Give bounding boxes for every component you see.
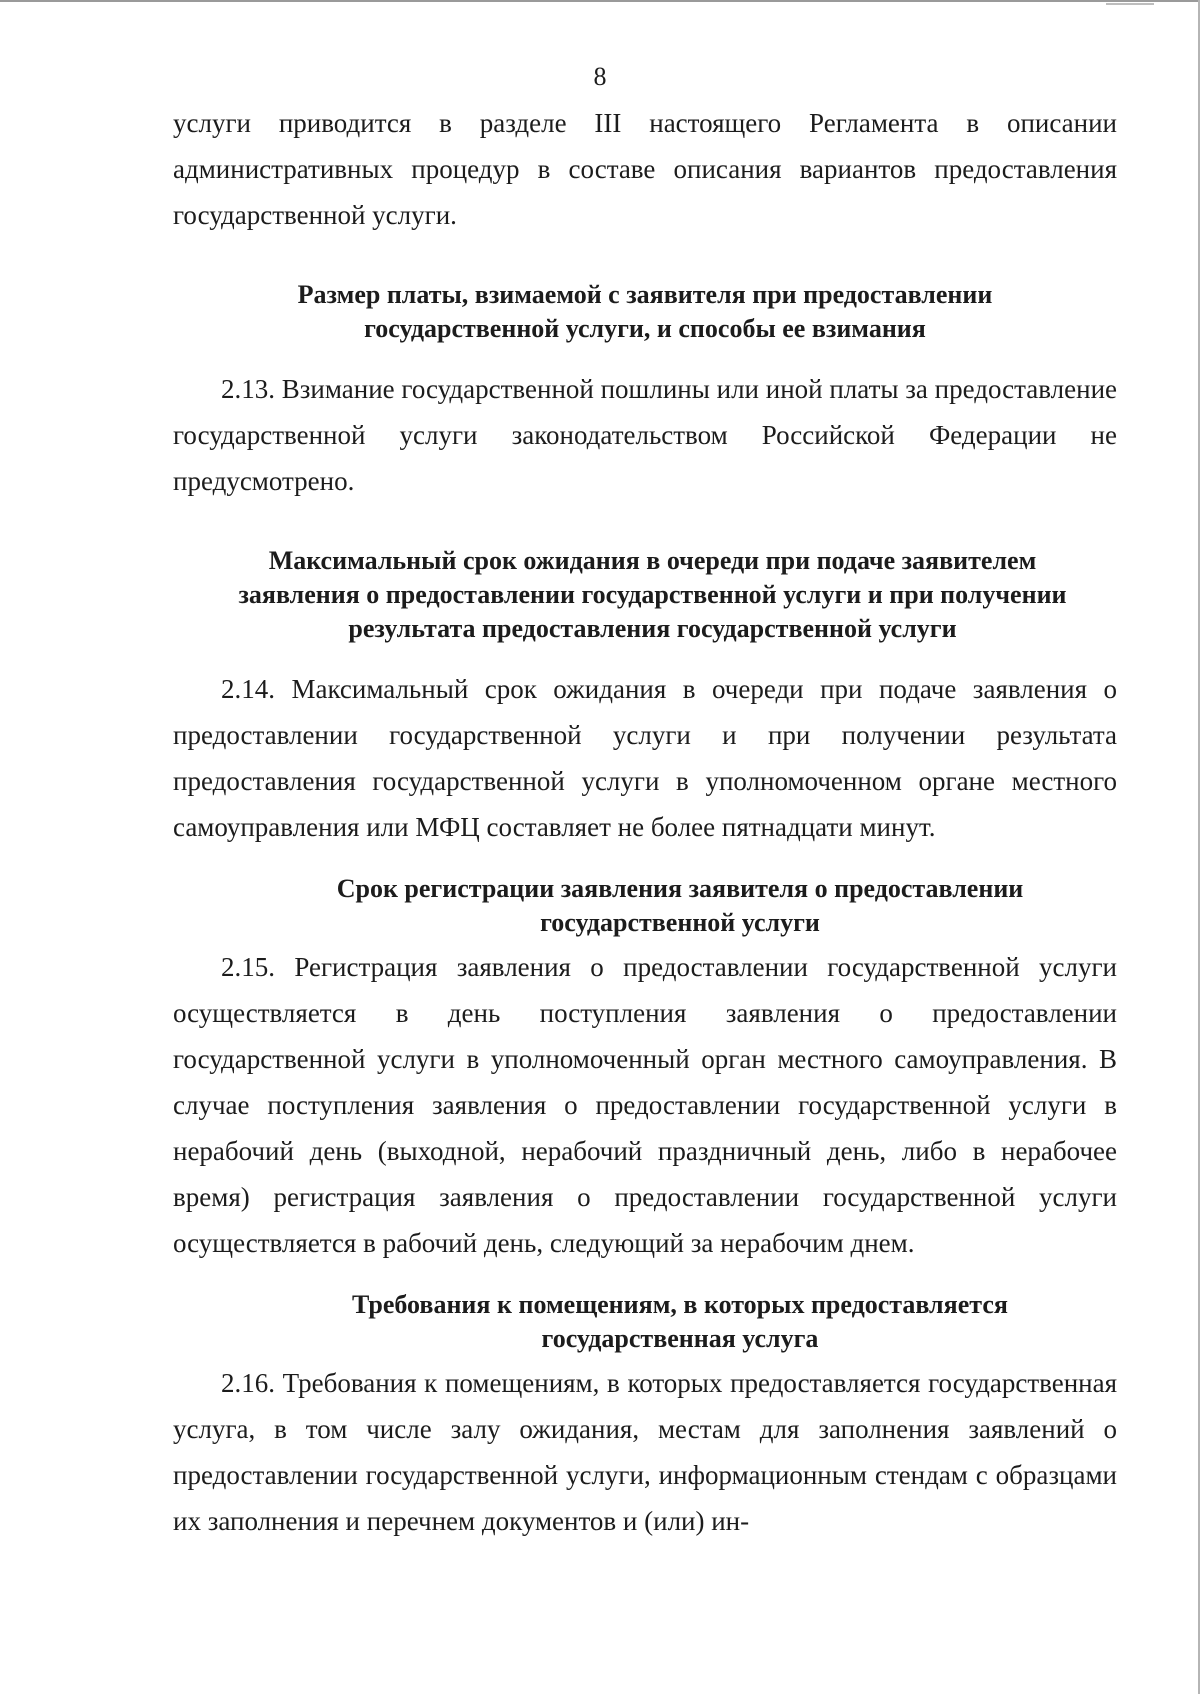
- heading-line: заявления о предоставлении государственной услуги и при получении: [238, 580, 1067, 609]
- scan-edge-top: [0, 0, 1200, 2]
- document-body: [173, 100, 1117, 1544]
- heading-line: Срок регистрации заявления заявителя о предоставлении: [336, 874, 1024, 903]
- heading-line: результата предоставления государственной услуги: [348, 614, 957, 643]
- section-heading-waiting-time: [188, 544, 1117, 646]
- heading-line: Максимальный срок ожидания в очереди при подаче заявителем: [268, 546, 1037, 575]
- heading-line: государственной услуги: [540, 908, 820, 937]
- heading-line: Требования к помещениям, в которых предоставляется: [352, 1290, 1008, 1319]
- heading-line: Размер платы, взимаемой с заявителя при предоставлении: [297, 280, 993, 309]
- heading-line: государственной услуги, и способы ее взимания: [364, 314, 926, 343]
- section-heading-fee: [173, 278, 1117, 346]
- paragraph-2-16: 2.16. Требования к помещениям, в которых предоставляется государственная услуга, в том числе залу ожидания, местам для заполнения заявлений о предоставлении государственной услуги, информационным стендам с образцами их заполнения и перечнем документов и (или) ин-: [173, 1368, 1117, 1536]
- paragraph-2-13: 2.13. Взимание государственной пошлины или иной платы за предоставление государственной услуги законодательством Российской Федерации не предусмотрено.: [173, 374, 1117, 496]
- section-heading-premises: [243, 1288, 1117, 1356]
- heading-line: государственная услуга: [541, 1324, 819, 1353]
- paragraph-2-15: 2.15. Регистрация заявления о предоставлении государственной услуги осуществляется в день поступления заявления о предоставлении государственной услуги в уполномоченный орган местного самоуправления. В случае поступления заявления о предоставлении государственной услуги в нерабочий день (выходной, нерабочий праздничный день, либо в нерабочее время) регистрация заявления о предоставлении государственной услуги осуществляется в рабочий день, следующий за нерабочим днем.: [173, 952, 1117, 1258]
- section-heading-registration: [243, 872, 1117, 940]
- page-number: 8: [593, 62, 607, 91]
- paragraph-continuation: услуги приводится в разделе III настоящего Регламента в описании административных процедур в составе описания вариантов предоставления государственной услуги.: [173, 108, 1117, 230]
- paragraph-2-14: 2.14. Максимальный срок ожидания в очереди при подаче заявления о предоставлении государственной услуги и при получении результата предоставления государственной услуги в уполномоченном органе местного самоуправления или МФЦ составляет не более пятнадцати минут.: [173, 674, 1117, 842]
- scan-corner-mark: [1106, 3, 1154, 5]
